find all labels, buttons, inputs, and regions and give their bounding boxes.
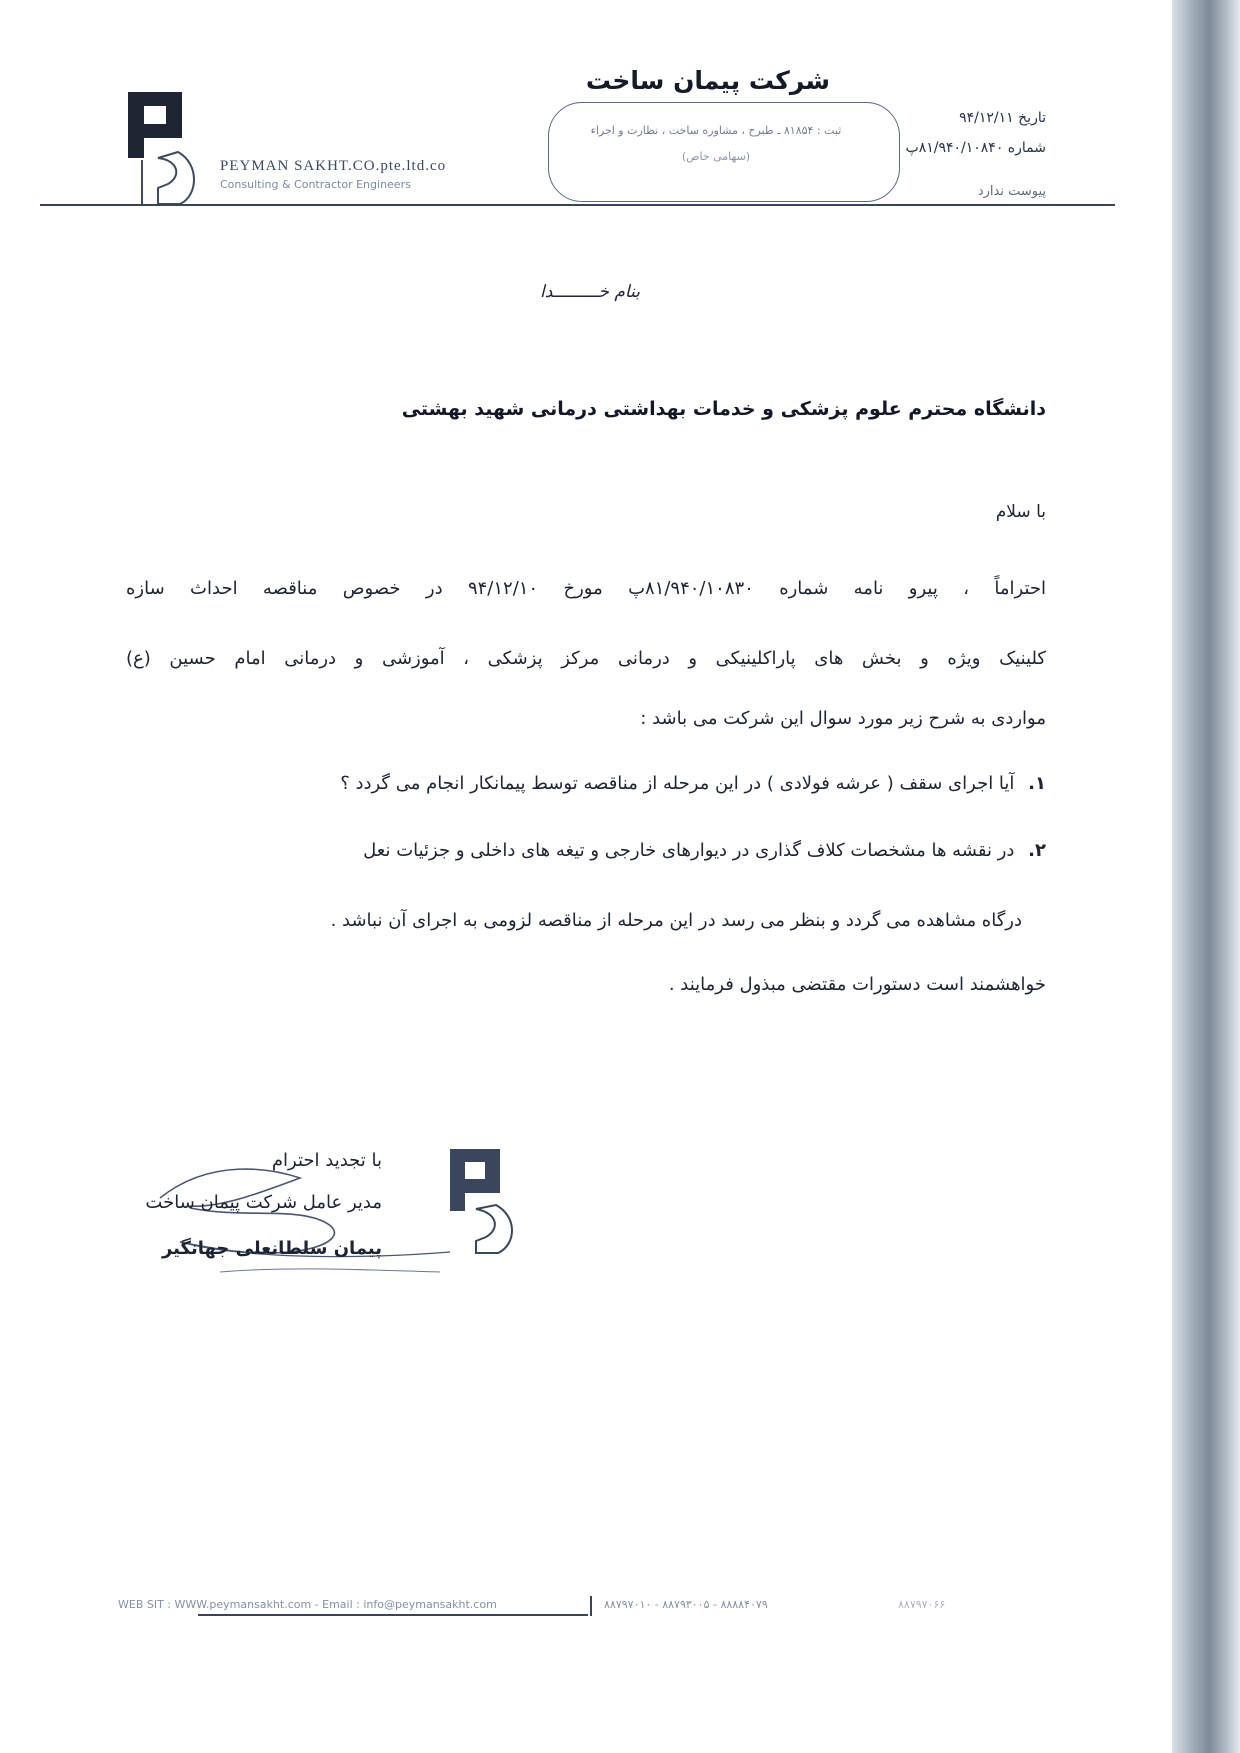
letter-number: شماره ۸۱/۹۴۰/۱۰۸۴۰پ — [905, 140, 1046, 156]
scan-edge-shadow — [1172, 0, 1240, 1753]
list-item-text: آیا اجرای سقف ( عرشه فولادی ) در این مرحله از مناقصه توسط پیمانکار انجام می گردد ؟ — [340, 773, 1015, 794]
footer-web-email: WEB SIT : WWW.peymansakht.com - Email : info@peymansakht.com — [118, 1598, 497, 1611]
list-item-number: ۱. — [1028, 773, 1046, 794]
letter-attachment: پیوست ندارد — [977, 184, 1046, 199]
company-logo-icon — [118, 88, 204, 206]
company-stamp-icon — [440, 1143, 522, 1255]
footer-separator — [590, 1596, 592, 1616]
list-item — [86, 773, 1046, 794]
header-rule — [40, 204, 1115, 206]
company-title: شرکت پیمان ساخت — [585, 66, 830, 95]
list-item-text: در نقشه ها مشخصات کلاف گذاری در دیوارهای خارجی و تیغه های داخلی و جزئیات نعل — [363, 840, 1015, 861]
signer-title: مدیر عامل شرکت پیمان ساخت — [145, 1192, 382, 1213]
closing-request: خواهشمند است دستورات مقتضی مبذول فرمایند . — [668, 974, 1046, 995]
list-item — [86, 840, 1046, 861]
list-item-continuation: درگاه مشاهده می گردد و بنظر می رسد در این مرحله از مناقصه لزومی به اجرای آن نباشد . — [330, 910, 1022, 931]
brand-tagline-en: Consulting & Contractor Engineers — [220, 178, 411, 191]
footer-underline — [198, 1614, 588, 1616]
brand-name-en: PEYMAN SAKHT.CO.pte.ltd.co — [220, 158, 447, 174]
list-item-number: ۲. — [1028, 840, 1046, 861]
company-type: (سهامی خاص) — [681, 150, 751, 163]
addressee: دانشگاه محترم علوم پزشکی و خدمات بهداشتی درمانی شهید بهشتی — [401, 398, 1046, 420]
paragraph-line: احتراماً ، پیرو نامه شماره ۸۱/۹۴۰/۱۰۸۳۰پ مورخ ۹۴/۱۲/۱۰ در خصوص مناقصه احداث سازه — [126, 578, 1047, 599]
letter-footer — [118, 1596, 1018, 1618]
signer-name: پیمان سلطانعلی جهانگیر — [161, 1238, 382, 1259]
footer-phone: ۸۸۷۹۷۰۱۰ - ۸۸۷۹۳۰۰۵ - ۸۸۸۸۴۰۷۹ — [604, 1598, 768, 1611]
footer-fax: ۸۸۷۹۷۰۶۶ — [898, 1598, 946, 1611]
paragraph-line: مواردی به شرح زیر مورد سوال این شرکت می باشد : — [640, 708, 1046, 729]
signature-salutation: با تجدید احترام — [271, 1150, 382, 1171]
greeting: با سلام — [995, 502, 1046, 522]
basmala: بنام خـــــــــدا — [540, 282, 640, 302]
company-registration: ثبت : ۸۱۸۵۴ ـ طبرح ، مشاوره ساخت ، نظارت و اجراء — [590, 124, 842, 137]
paragraph-line: کلینیک ویژه و بخش های پاراکلینیکی و درمانی مرکز پزشکی ، آموزشی و درمانی امام حسین (ع) — [126, 648, 1046, 669]
letter-date: تاریخ ۹۴/۱۲/۱۱ — [959, 110, 1046, 126]
